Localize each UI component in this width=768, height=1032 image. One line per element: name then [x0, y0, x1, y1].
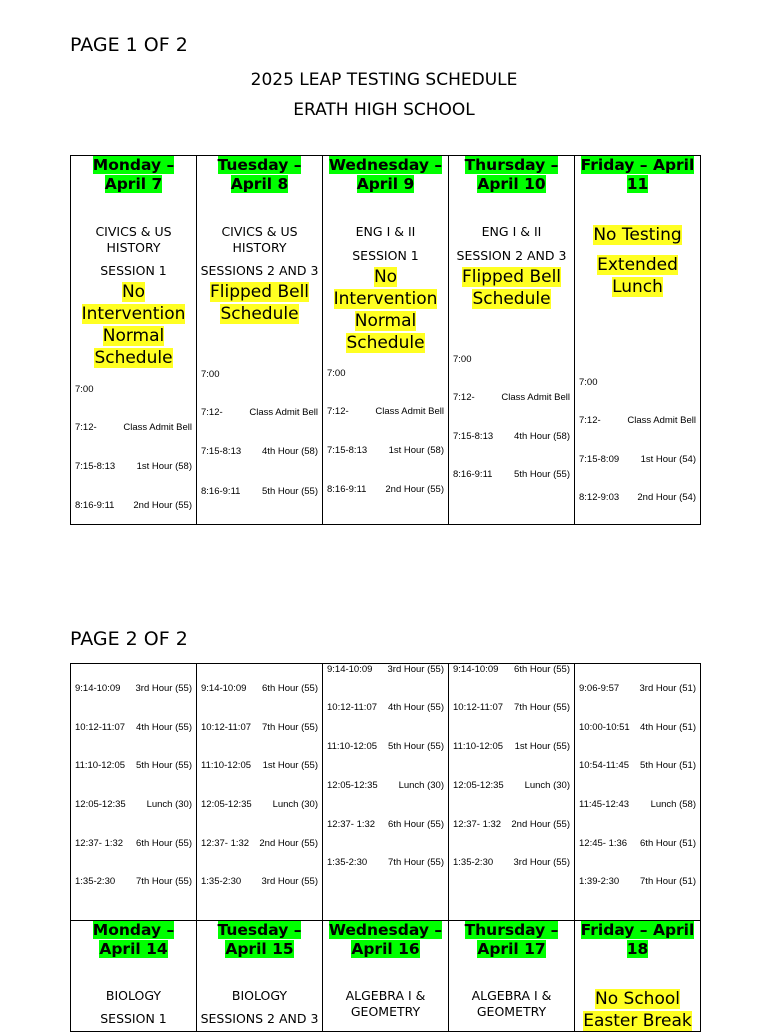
- page2-label: PAGE 2 OF 2: [70, 628, 188, 650]
- schedule-note: No Intervention Normal Schedule: [81, 282, 186, 368]
- page2-schedule-table: [70, 663, 701, 1032]
- subject-label: CIVICS & US HISTORY: [95, 224, 172, 255]
- session-label: SESSIONS 2 AND 3: [200, 1011, 319, 1026]
- day-header: Tuesday – April 8: [217, 156, 302, 193]
- day-header: Wednesday – April 9: [328, 156, 443, 193]
- session-label: SESSION 1: [100, 1011, 167, 1026]
- day-header: Monday – April 7: [92, 156, 175, 193]
- day-column-wednesday-apr16: [323, 921, 449, 1032]
- day-column-friday-apr11: Friday – April 11 No Testing Extended Lunch 7:00 7:12- Class Admit Bell 7:15-8:09 1st Hour (54) 8:12-9:03 2nd Hour (54): [575, 156, 701, 525]
- subject-label: ALGEBRA I & GEOMETRY: [345, 988, 426, 1019]
- schedule-title: 2025 LEAP TESTING SCHEDULE: [250, 70, 518, 90]
- session-label: SESSION 1: [352, 248, 419, 263]
- page1-label: PAGE 1 OF 2: [70, 34, 188, 56]
- subject-label: ALGEBRA I & GEOMETRY: [471, 988, 552, 1019]
- day-column-thursday-apr10: Thursday – April 10 ENG I & II SESSION 2 AND 3 Flipped Bell Schedule 7:00 7:12- Class Admit Bell 7:15-8:13 4th Hour (58) 8:16-9:11 5th Hour (55): [449, 156, 575, 525]
- continued-column-friday: 9:06-9:57 3rd Hour (51) 10:00-10:51 4th Hour (51) 10:54-11:45 5th Hour (51) 11:45-12:43 Lunch (58) 12:45- 1:36 6th Hour (51) 1:39-2:30 7th Hour (51): [575, 664, 701, 921]
- session-label: SESSIONS 2 AND 3: [200, 263, 319, 278]
- day-column-wednesday-apr9: Wednesday – April 9 ENG I & II SESSION 1 No Intervention Normal Schedule 7:00 7:12- Class Admit Bell 7:15-8:13 1st Hour (58) 8:16-9:11 2nd Hour (55): [323, 156, 449, 525]
- schedule-note: No School Easter Break: [583, 989, 692, 1031]
- continued-column-wednesday: 9:14-10:09 3rd Hour (55) 10:12-11:07 4th Hour (55) 11:10-12:05 5th Hour (55) 12:05-12:35 Lunch (30) 12:37- 1:32 6th Hour (55) 1:35-2:30 7th Hour (55): [323, 664, 449, 921]
- day-header: Friday – April 18: [580, 921, 695, 958]
- day-column-monday-apr14: [71, 921, 197, 1032]
- day-column-thursday-apr17: [449, 921, 575, 1032]
- continued-column-tuesday: 9:14-10:09 6th Hour (55) 10:12-11:07 7th Hour (55) 11:10-12:05 1st Hour (55) 12:05-12:35 Lunch (30) 12:37- 1:32 2nd Hour (55) 1:35-2:30 3rd Hour (55): [197, 664, 323, 921]
- session-label: SESSION 1: [100, 263, 167, 278]
- subject-label: ENG I & II: [481, 224, 542, 239]
- day-column-tuesday-apr15: [197, 921, 323, 1032]
- session-label: SESSION 2 AND 3: [456, 248, 567, 263]
- continued-column-monday: 9:14-10:09 3rd Hour (55) 10:12-11:07 4th Hour (55) 11:10-12:05 5th Hour (55) 12:05-12:35 Lunch (30) 12:37- 1:32 6th Hour (55) 1:35-2:30 7th Hour (55): [71, 664, 197, 921]
- subject-label: ENG I & II: [355, 224, 416, 239]
- subject-label: BIOLOGY: [231, 988, 288, 1003]
- page1-schedule-table: [70, 155, 701, 525]
- subject-label: CIVICS & US HISTORY: [221, 224, 298, 255]
- day-header: Friday – April 11: [580, 156, 695, 193]
- day-column-monday-apr7: Monday – April 7 CIVICS & US HISTORY SESSION 1 No Intervention Normal Schedule 7:00 7:12- Class Admit Bell 7:15-8:13 1st Hour (58) 8:16-9:11 2nd Hour (55): [71, 156, 197, 525]
- schedule-note: No Testing: [593, 225, 682, 245]
- day-header: Monday – April 14: [92, 921, 175, 958]
- schedule-note: No Intervention Normal Schedule: [333, 267, 438, 353]
- day-header: Tuesday – April 15: [217, 921, 302, 958]
- day-column-tuesday-apr8: Tuesday – April 8 CIVICS & US HISTORY SESSIONS 2 AND 3 Flipped Bell Schedule 7:00 7:12- Class Admit Bell 7:15-8:13 4th Hour (58) 8:16-9:11 5th Hour (55): [197, 156, 323, 525]
- schedule-note-secondary: Extended Lunch: [597, 255, 678, 297]
- continued-column-thursday: 9:14-10:09 6th Hour (55) 10:12-11:07 7th Hour (55) 11:10-12:05 1st Hour (55) 12:05-12:35 Lunch (30) 12:37- 1:32 2nd Hour (55) 1:35-2:30 3rd Hour (55): [449, 664, 575, 921]
- day-header: Thursday – April 10: [464, 156, 559, 193]
- schedule-note: Flipped Bell Schedule: [461, 267, 562, 309]
- schedule-note: Flipped Bell Schedule: [209, 282, 310, 324]
- day-header: Thursday – April 17: [464, 921, 559, 958]
- day-column-friday-apr18: [575, 921, 701, 1032]
- day-header: Wednesday – April 16: [328, 921, 443, 958]
- school-name: ERATH HIGH SCHOOL: [293, 100, 475, 120]
- subject-label: BIOLOGY: [105, 988, 162, 1003]
